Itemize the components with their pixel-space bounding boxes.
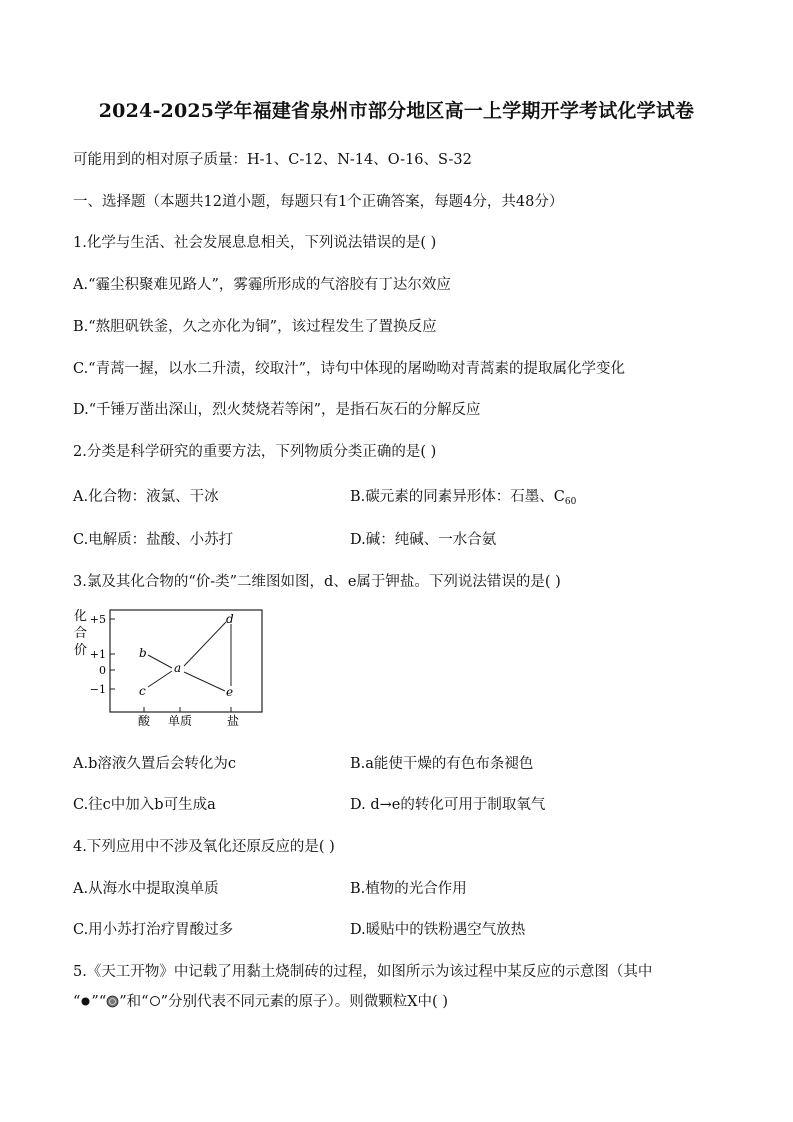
question-1-option-b: B.“熬胆矾铁釜，久之亦化为铜”，该过程发生了置换反应 bbox=[73, 319, 437, 335]
c60-subscript: 60 bbox=[564, 497, 577, 507]
question-3-option-d: D. d→e的转化可用于制取氧气 bbox=[350, 797, 546, 813]
line-a-e bbox=[184, 672, 225, 691]
question-4-option-b: B.植物的光合作用 bbox=[350, 881, 467, 897]
question-2-stem: 2.分类是科学研究的重要方法，下列物质分类正确的是( ) bbox=[73, 444, 437, 460]
question-2-option-b bbox=[350, 485, 576, 507]
question-1-stem: 1.化学与生活、社会发展息息相关，下列说法错误的是( ) bbox=[73, 235, 437, 251]
point-e: e bbox=[226, 685, 234, 699]
exam-title: 2024-2025学年福建省泉州市部分地区高一上学期开学考试化学试卷 bbox=[98, 100, 695, 122]
question-1-option-d: D.“千锤万凿出深山，烈火焚烧若等闲”，是指石灰石的分解反应 bbox=[73, 402, 481, 418]
graph-y-title-3: 价 bbox=[74, 643, 88, 658]
question-4-stem: 4.下列应用中不涉及氧化还原反应的是( ) bbox=[73, 839, 335, 855]
graph-y-title-1: 化 bbox=[74, 609, 88, 624]
section-heading: 一、选择题（本题共12道小题，每题只有1个正确答案，每题4分，共48分） bbox=[73, 194, 564, 210]
question-1-option-a: A.“霾尘积聚难见路人”，雾霾所形成的气溶胶有丁达尔效应 bbox=[73, 277, 451, 293]
question-3-stem: 3.氯及其化合物的“价-类”二维图如图，d、e属于钾盐。下列说法错误的是( ) bbox=[73, 574, 561, 590]
point-d: d bbox=[226, 612, 234, 626]
question-2-option-c: C.电解质：盐酸、小苏打 bbox=[73, 532, 234, 548]
y-label-plus1: +1 bbox=[89, 648, 106, 661]
y-label-plus5: +5 bbox=[89, 613, 106, 626]
line-b-a bbox=[148, 655, 172, 668]
question-3-option-c: C.往c中加入b可生成a bbox=[73, 797, 216, 813]
question-3-option-a: A.b溶液久置后会转化为c bbox=[73, 756, 236, 772]
question-4-option-c: C.用小苏打治疗胃酸过多 bbox=[73, 922, 234, 938]
y-label-zero: 0 bbox=[99, 664, 106, 677]
point-b: b bbox=[139, 646, 147, 660]
question-2-option-a: A.化合物：液氯、干冰 bbox=[73, 489, 219, 505]
x-label-salt: 盐 bbox=[226, 714, 240, 726]
quote-open: “ bbox=[73, 994, 81, 1010]
question-2-option-d: D.碱：纯碱、一水合氨 bbox=[350, 532, 497, 548]
question-2-option-b-text: B.碳元素的同素异形体：石墨、C bbox=[350, 489, 565, 505]
question-5-stem-end: ”分别代表不同元素的原子）。则微颗粒X中( ) bbox=[160, 994, 448, 1010]
y-label-minus1: −1 bbox=[89, 683, 106, 696]
question-5-stem-line2 bbox=[73, 990, 448, 1011]
question-4-option-d: D.暖贴中的铁粉遇空气放热 bbox=[350, 922, 526, 938]
question-1-option-c: C.“青蒿一握，以水二升渍，绞取汁”，诗句中体现的屠呦呦对青蒿素的提取属化学变化 bbox=[73, 361, 626, 377]
graph-frame bbox=[110, 610, 262, 712]
line-c-a bbox=[148, 671, 172, 687]
valence-class-graph bbox=[68, 604, 268, 726]
question-4-option-a: A.从海水中提取溴单质 bbox=[73, 881, 219, 897]
atomic-masses-note: 可能用到的相对原子质量：H-1、C-12、N-14、O-16、S-32 bbox=[73, 152, 472, 168]
x-label-element: 单质 bbox=[167, 714, 193, 726]
point-a: a bbox=[174, 661, 182, 675]
quote-sep-2: ”和“ bbox=[119, 994, 149, 1010]
point-c: c bbox=[139, 684, 146, 698]
black-atom-icon bbox=[80, 996, 91, 1007]
x-label-acid: 酸 bbox=[137, 714, 151, 726]
question-3-option-b: B.a能使干燥的有色布条褪色 bbox=[350, 756, 534, 772]
graph-y-title-2: 合 bbox=[74, 626, 88, 641]
white-atom-icon bbox=[149, 995, 161, 1007]
question-5-stem: 5.《天工开物》中记载了用黏土烧制砖的过程，如图所示为该过程中某反应的示意图（其中 bbox=[73, 964, 653, 980]
quote-sep-1: ”“ bbox=[91, 994, 107, 1010]
line-a-d bbox=[184, 622, 226, 666]
hatched-atom-icon bbox=[106, 995, 119, 1008]
